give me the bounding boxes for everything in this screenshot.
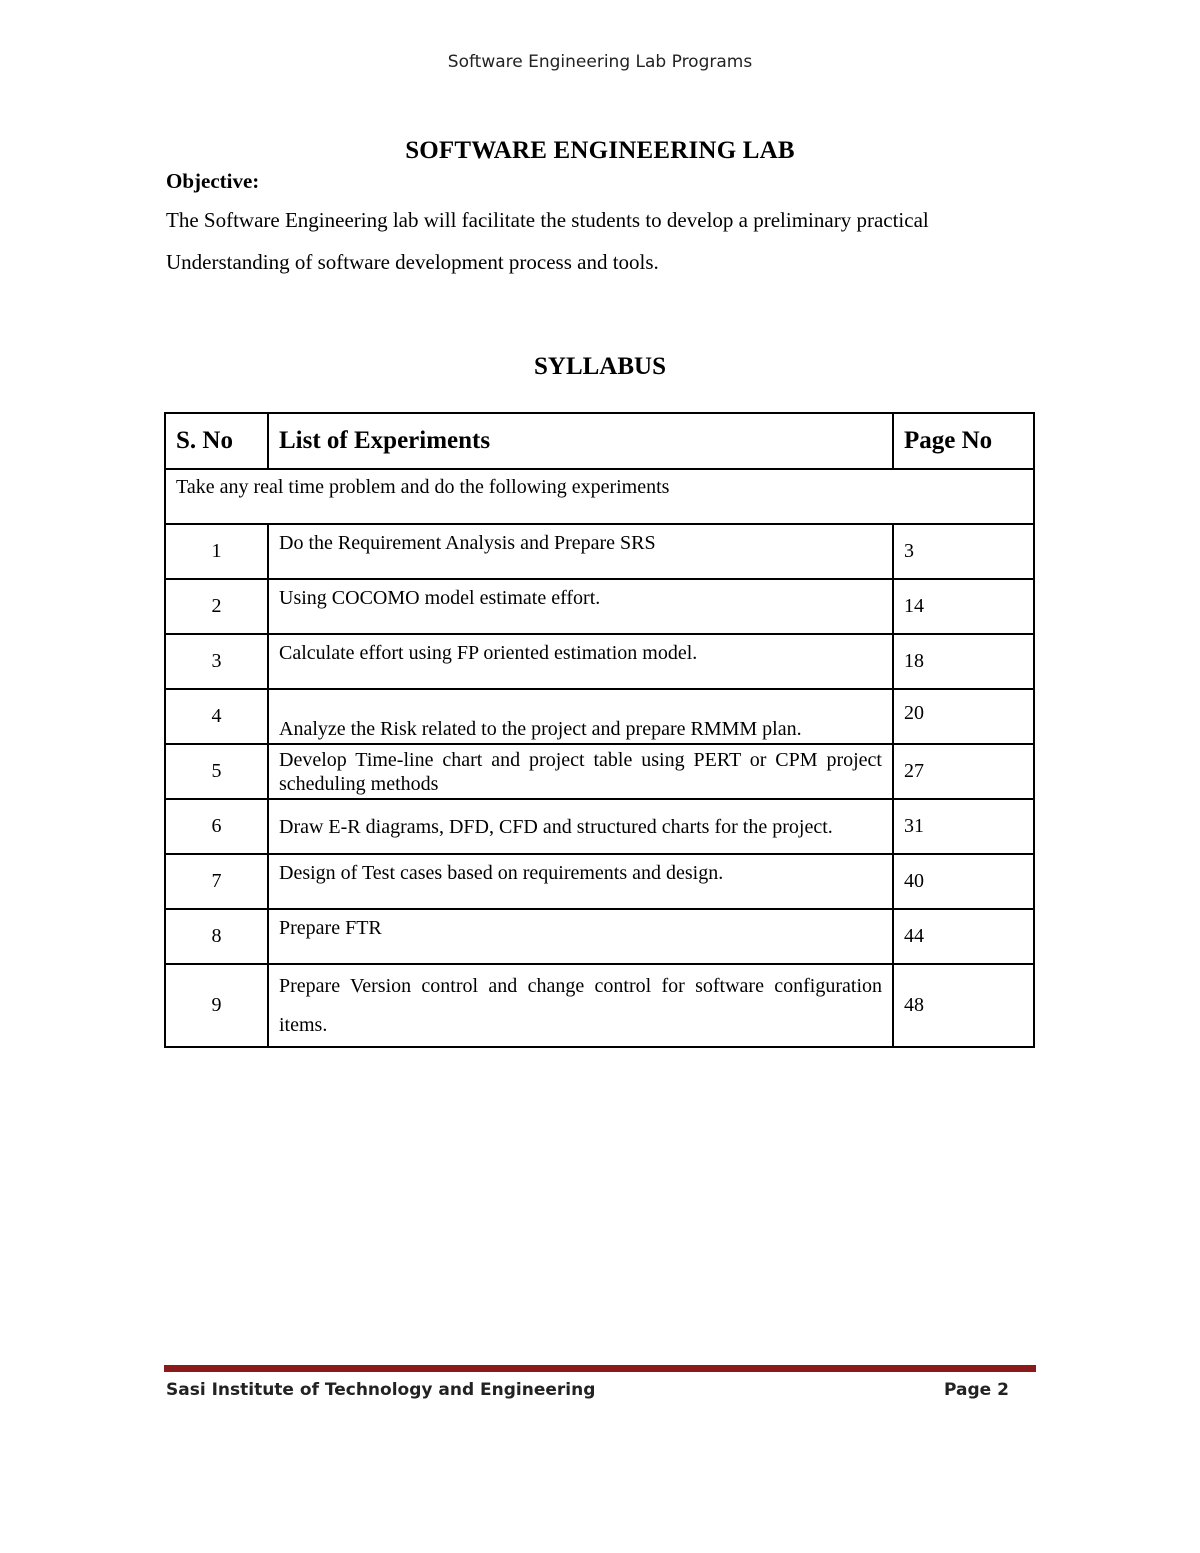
header-experiments: List of Experiments	[268, 413, 893, 469]
row-sno: 2	[165, 579, 268, 634]
row-page: 44	[893, 909, 1034, 964]
header-sno: S. No	[165, 413, 268, 469]
table-row	[165, 799, 1034, 854]
table-row	[165, 744, 1034, 799]
running-header: Software Engineering Lab Programs	[447, 52, 753, 72]
table-row	[165, 634, 1034, 689]
row-sno: 8	[165, 909, 268, 964]
row-experiment: Calculate effort using FP oriented estimation model.	[268, 634, 893, 689]
table-row	[165, 964, 1034, 1047]
row-page: 27	[893, 744, 1034, 799]
document-title: SOFTWARE ENGINEERING LAB	[405, 137, 795, 164]
row-experiment: Prepare FTR	[268, 909, 893, 964]
row-sno: 3	[165, 634, 268, 689]
objective-label: Objective:	[166, 169, 260, 193]
row-page: 40	[893, 854, 1034, 909]
row-sno: 5	[165, 744, 268, 799]
row-experiment: Design of Test cases based on requirements and design.	[268, 854, 893, 909]
row-page: 48	[893, 964, 1034, 1047]
table-row	[165, 909, 1034, 964]
table-row	[165, 854, 1034, 909]
table-row	[165, 524, 1034, 579]
objective-text-line-2: Understanding of software development process and tools.	[166, 250, 659, 274]
table-row	[165, 689, 1034, 744]
row-experiment: Draw E-R diagrams, DFD, CFD and structured charts for the project.	[268, 799, 893, 854]
row-sno: 6	[165, 799, 268, 854]
objective-text-line-1: The Software Engineering lab will facilitate the students to develop a preliminary practical	[166, 208, 929, 232]
row-page: 31	[893, 799, 1034, 854]
row-sno: 1	[165, 524, 268, 579]
footer-page-number: Page 2	[944, 1380, 1009, 1400]
row-page: 18	[893, 634, 1034, 689]
table-intro-row	[165, 469, 1034, 524]
row-experiment: Develop Time-line chart and project table using PERT or CPM project scheduling methods	[268, 744, 893, 799]
footer-divider	[164, 1365, 1036, 1372]
row-experiment: Analyze the Risk related to the project and prepare RMMM plan.	[268, 689, 893, 744]
row-sno: 4	[165, 689, 268, 744]
row-experiment: Using COCOMO model estimate effort.	[268, 579, 893, 634]
syllabus-title: SYLLABUS	[534, 353, 666, 380]
row-page: 3	[893, 524, 1034, 579]
table-row	[165, 579, 1034, 634]
table-header-row	[165, 413, 1034, 469]
header-page-no: Page No	[893, 413, 1034, 469]
syllabus-table	[164, 412, 1035, 1048]
row-experiment: Prepare Version control and change control for software configuration items.	[268, 964, 893, 1047]
row-page: 20	[893, 689, 1034, 744]
intro-text: Take any real time problem and do the following experiments	[165, 469, 1034, 524]
row-sno: 9	[165, 964, 268, 1047]
row-sno: 7	[165, 854, 268, 909]
row-experiment: Do the Requirement Analysis and Prepare SRS	[268, 524, 893, 579]
footer-institution: Sasi Institute of Technology and Engineering	[166, 1380, 596, 1400]
row-page: 14	[893, 579, 1034, 634]
